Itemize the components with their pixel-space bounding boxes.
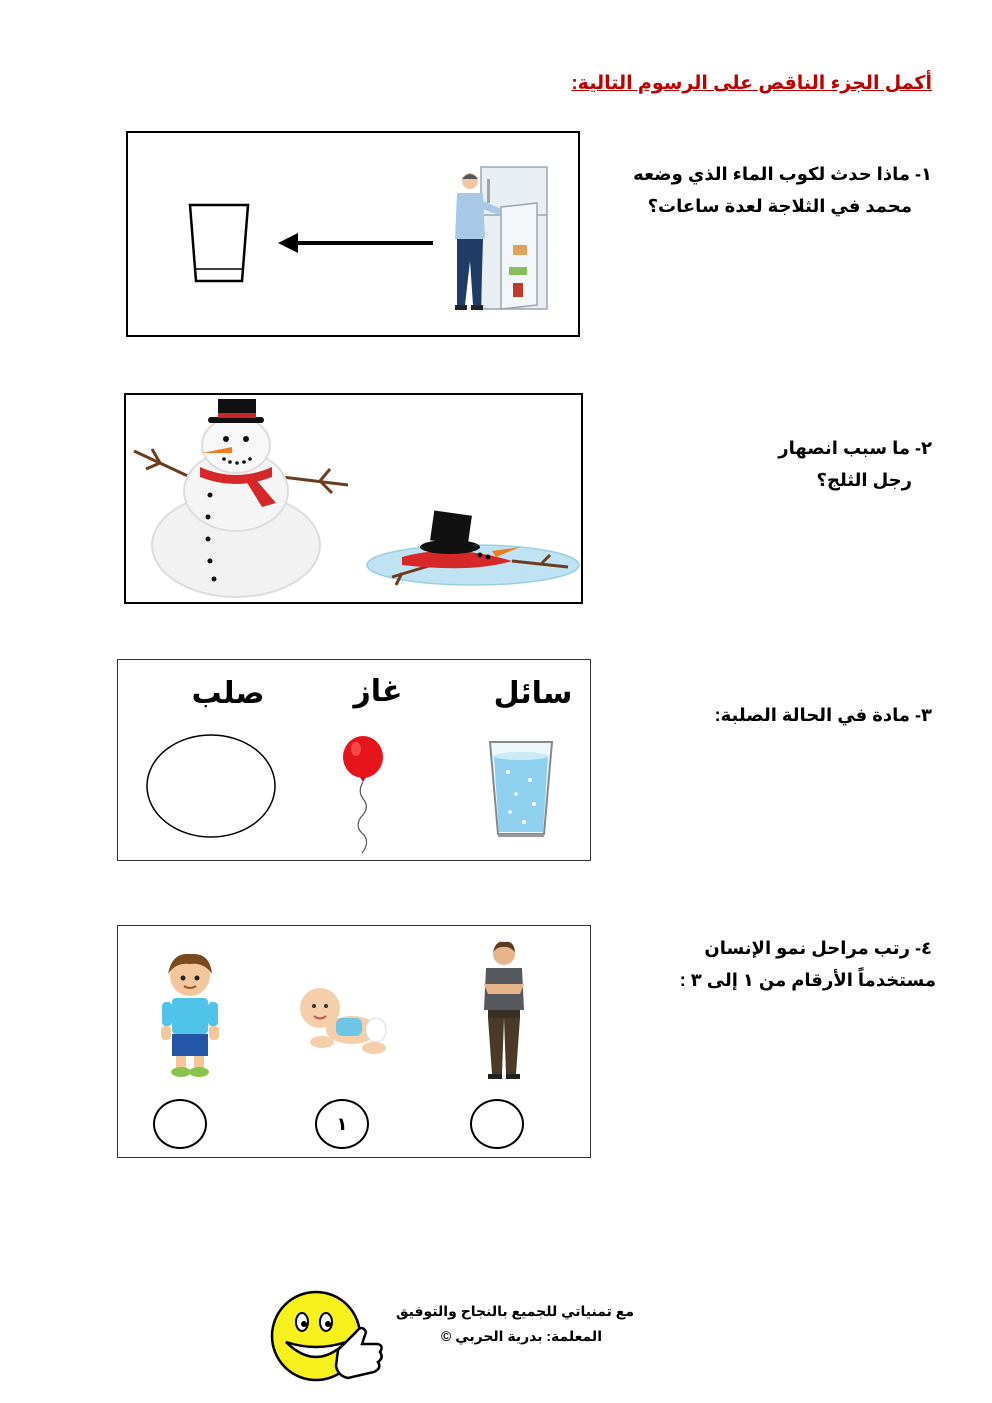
stage-circle-child[interactable] — [153, 1099, 207, 1149]
question-2-line-1: ما سبب انصهار — [778, 438, 910, 458]
question-4-line-1: رتب مراحل نمو الإنسان — [704, 938, 910, 958]
balloon-icon — [338, 735, 388, 857]
state-label-solid: صلب — [191, 677, 265, 710]
baby-icon — [296, 984, 388, 1058]
question-2 — [778, 432, 932, 496]
state-label-liquid: سائل — [493, 677, 573, 710]
question-3-states-box — [117, 659, 591, 861]
stage-circle-baby[interactable] — [315, 1099, 369, 1149]
boy-icon — [154, 950, 226, 1078]
stage-circle-baby-value: ١ — [336, 1113, 348, 1134]
question-4-line-2: مستخدماً الأرقام من ١ إلى ٣ : — [679, 970, 936, 990]
question-4 — [679, 932, 936, 996]
empty-glass-icon — [184, 199, 254, 287]
solid-oval-blank[interactable] — [144, 732, 278, 840]
question-4-number: ٤- — [915, 938, 932, 958]
snowman-icon — [130, 399, 355, 599]
fridge-man-icon — [443, 165, 553, 313]
question-2-number: ٢- — [915, 438, 932, 458]
question-2-line-2: رجل الثلج؟ — [816, 470, 912, 490]
question-1-line-1: ماذا حدث لكوب الماء الذي وضعه — [633, 164, 910, 184]
question-2-picture-box — [124, 393, 583, 604]
footer-wishes: مع تمنياتي للجميع بالنجاح والتوفيق — [396, 1303, 634, 1319]
question-3-line-1: مادة في الحالة الصلبة: — [714, 705, 910, 725]
question-1-number: ١- — [915, 164, 932, 184]
smiley-thumbs-up-icon — [266, 1288, 386, 1388]
water-glass-icon — [486, 738, 556, 838]
question-1-picture-box — [126, 131, 580, 337]
state-label-gas: غاز — [353, 675, 403, 708]
question-1 — [633, 158, 932, 222]
worksheet-title: أكمل الجزء الناقص على الرسوم التالية: — [571, 73, 932, 94]
question-3-number: ٣- — [915, 705, 932, 725]
footer-teacher: المعلمة: بدرية الحربي © — [440, 1328, 602, 1344]
arrow-left-icon — [276, 229, 436, 257]
melted-snowman-icon — [362, 507, 584, 597]
question-3 — [715, 699, 932, 731]
stage-circle-adult[interactable] — [470, 1099, 524, 1149]
man-icon — [474, 940, 534, 1080]
question-1-line-2: محمد في الثلاجة لعدة ساعات؟ — [647, 196, 912, 216]
question-4-stages-box — [117, 925, 591, 1158]
